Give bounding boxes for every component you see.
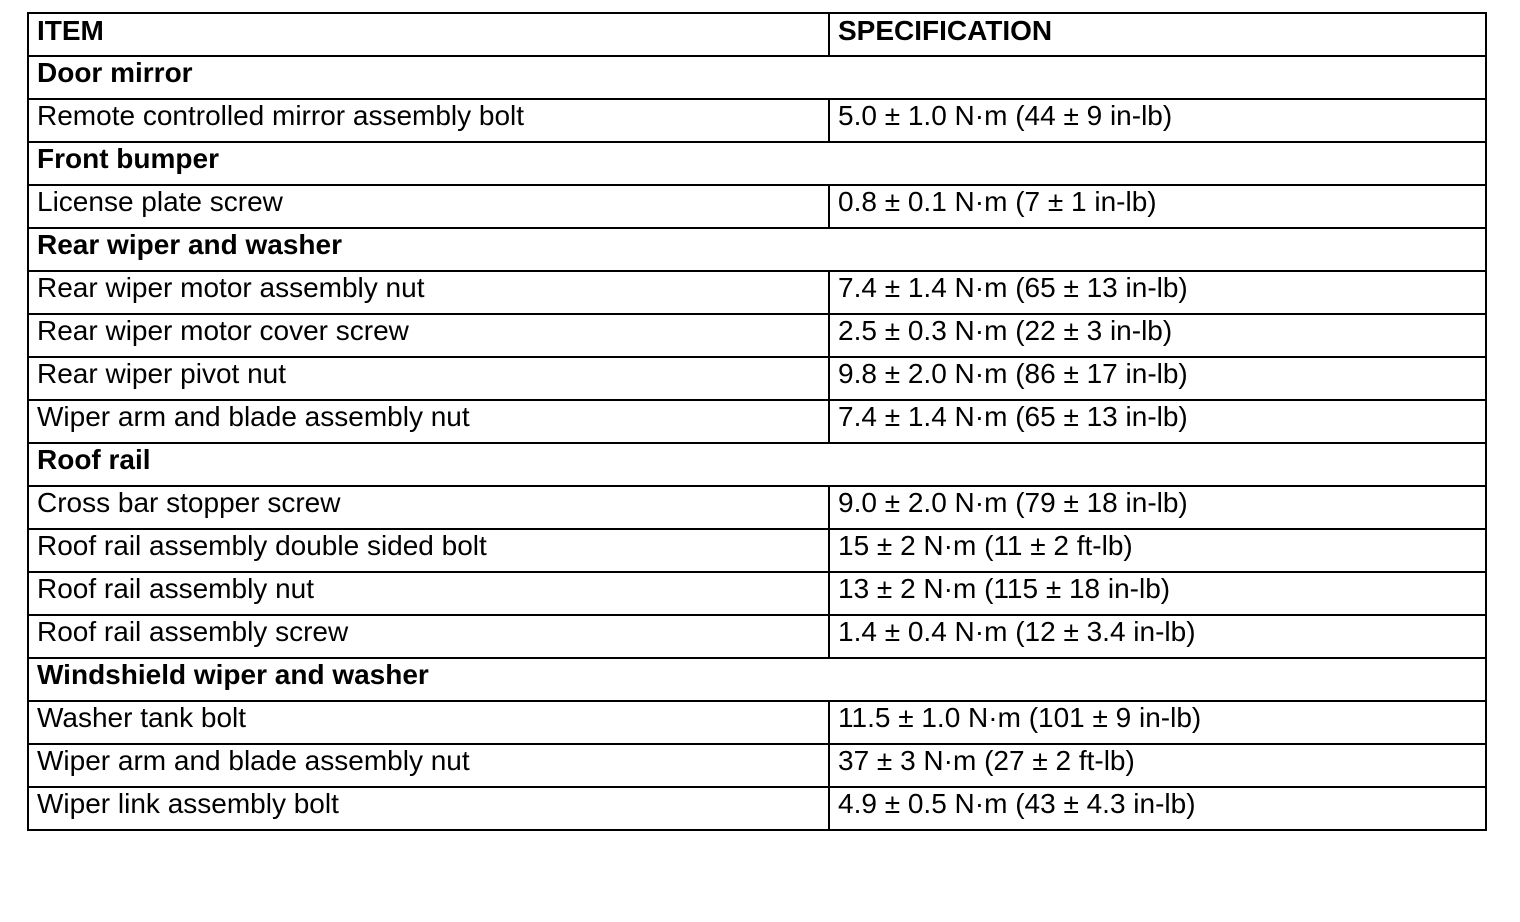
specification-cell: 1.4 ± 0.4 N·m (12 ± 3.4 in-lb)	[829, 615, 1486, 658]
item-cell: Roof rail assembly nut	[28, 572, 829, 615]
section-row	[28, 443, 1486, 486]
table-row	[28, 572, 1486, 615]
specification-cell: 13 ± 2 N·m (115 ± 18 in-lb)	[829, 572, 1486, 615]
torque-spec-table	[27, 12, 1487, 831]
item-cell: License plate screw	[28, 185, 829, 228]
section-title: Door mirror	[28, 56, 1486, 99]
specification-cell: 0.8 ± 0.1 N·m (7 ± 1 in-lb)	[829, 185, 1486, 228]
item-cell: Cross bar stopper screw	[28, 486, 829, 529]
section-title: Roof rail	[28, 443, 1486, 486]
specification-cell: 15 ± 2 N·m (11 ± 2 ft-lb)	[829, 529, 1486, 572]
table-row	[28, 271, 1486, 314]
item-cell: Wiper link assembly bolt	[28, 787, 829, 830]
section-row	[28, 56, 1486, 99]
section-row	[28, 658, 1486, 701]
item-cell: Roof rail assembly screw	[28, 615, 829, 658]
section-row	[28, 142, 1486, 185]
item-cell: Rear wiper motor assembly nut	[28, 271, 829, 314]
table-row	[28, 744, 1486, 787]
header-item: ITEM	[28, 13, 829, 56]
item-cell: Remote controlled mirror assembly bolt	[28, 99, 829, 142]
table-row	[28, 314, 1486, 357]
section-title: Windshield wiper and washer	[28, 658, 1486, 701]
header-specification: SPECIFICATION	[829, 13, 1486, 56]
table-row	[28, 701, 1486, 744]
table-row	[28, 787, 1486, 830]
section-row	[28, 228, 1486, 271]
table-row	[28, 615, 1486, 658]
item-cell: Rear wiper pivot nut	[28, 357, 829, 400]
item-cell: Wiper arm and blade assembly nut	[28, 400, 829, 443]
table-row	[28, 99, 1486, 142]
table-row	[28, 400, 1486, 443]
specification-cell: 9.8 ± 2.0 N·m (86 ± 17 in-lb)	[829, 357, 1486, 400]
specification-cell: 4.9 ± 0.5 N·m (43 ± 4.3 in-lb)	[829, 787, 1486, 830]
specification-cell: 7.4 ± 1.4 N·m (65 ± 13 in-lb)	[829, 400, 1486, 443]
section-title: Rear wiper and washer	[28, 228, 1486, 271]
table-row	[28, 357, 1486, 400]
table-header	[28, 13, 1486, 56]
specification-cell: 5.0 ± 1.0 N·m (44 ± 9 in-lb)	[829, 99, 1486, 142]
specification-cell: 11.5 ± 1.0 N·m (101 ± 9 in-lb)	[829, 701, 1486, 744]
specification-cell: 9.0 ± 2.0 N·m (79 ± 18 in-lb)	[829, 486, 1486, 529]
header-row	[28, 13, 1486, 56]
specification-cell: 37 ± 3 N·m (27 ± 2 ft-lb)	[829, 744, 1486, 787]
specification-cell: 2.5 ± 0.3 N·m (22 ± 3 in-lb)	[829, 314, 1486, 357]
item-cell: Rear wiper motor cover screw	[28, 314, 829, 357]
item-cell: Wiper arm and blade assembly nut	[28, 744, 829, 787]
item-cell: Roof rail assembly double sided bolt	[28, 529, 829, 572]
table-body	[28, 56, 1486, 830]
table-row	[28, 529, 1486, 572]
table-row	[28, 185, 1486, 228]
item-cell: Washer tank bolt	[28, 701, 829, 744]
specification-cell: 7.4 ± 1.4 N·m (65 ± 13 in-lb)	[829, 271, 1486, 314]
table-row	[28, 486, 1486, 529]
section-title: Front bumper	[28, 142, 1486, 185]
